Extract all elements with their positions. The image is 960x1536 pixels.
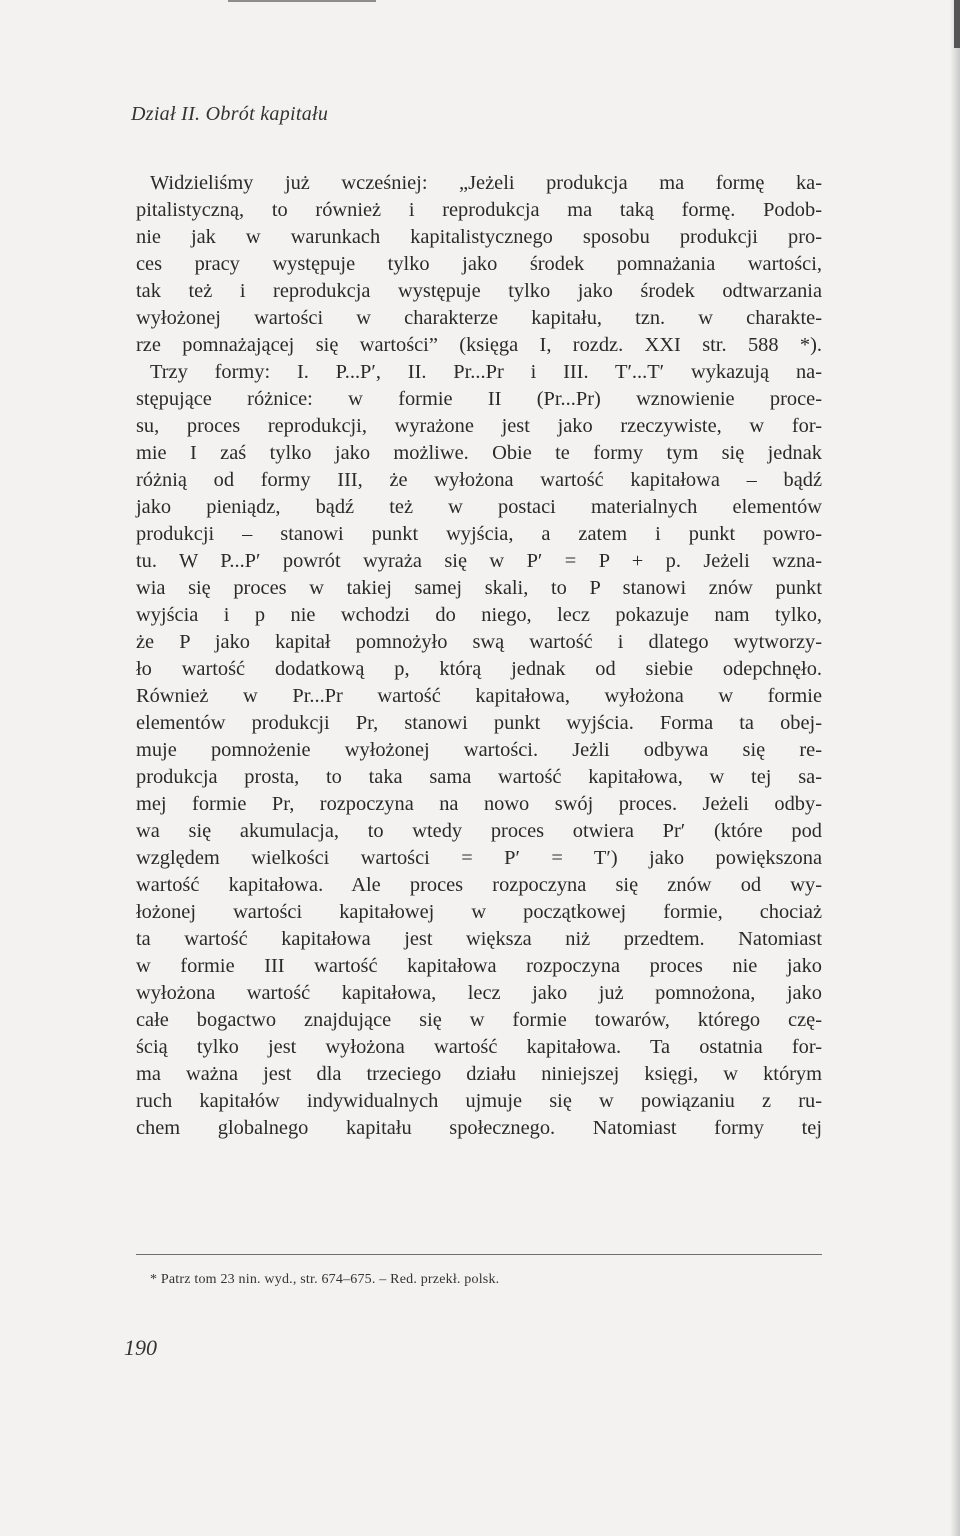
text-line: Również w Pr...Pr wartość kapitałowa, wyłożona w formie xyxy=(136,685,822,707)
text-line: wartość kapitałowa. Ale proces rozpoczyna się znów od wy- xyxy=(136,874,822,896)
text-line: pitalistyczną, to również i reprodukcja ma taką formę. Podob- xyxy=(136,199,822,221)
text-line: ta wartość kapitałowa jest większa niż przedtem. Natomiast xyxy=(136,928,822,950)
page-edge-mark xyxy=(954,0,960,48)
text-line: łożonej wartości kapitałowej w początkowej formie, chociaż xyxy=(136,901,822,923)
text-line: stępujące różnice: w formie II (Pr...Pr) wznowienie proce- xyxy=(136,388,822,410)
text-line: wyłożona wartość kapitałowa, lecz jako już pomnożona, jako xyxy=(136,982,822,1004)
text-line: tu. W P...P′ powrót wyraża się w P′ = P + p. Jeżeli wzna- xyxy=(136,550,822,572)
text-line: muje pomnożenie wyłożonej wartości. Jeżli odbywa się re- xyxy=(136,739,822,761)
text-line: wa się akumulacja, to wtedy proces otwiera Pr′ (które pod xyxy=(136,820,822,842)
footnote: * Patrz tom 23 nin. wyd., str. 674–675. – Red. przekł. polsk. xyxy=(150,1272,500,1287)
text-line: nie jak w warunkach kapitalistycznego sposobu produkcji pro- xyxy=(136,226,822,248)
text-line: ma ważna jest dla trzeciego działu niniejszej księgi, w którym xyxy=(136,1063,822,1085)
text-line: ces pracy występuje tylko jako środek pomnażania wartości, xyxy=(136,253,822,275)
text-line: Trzy formy: I. P...P′, II. Pr...Pr i III. T′...T′ wykazują na- xyxy=(150,361,822,383)
text-line: rze pomnażającej się wartości” (księga I, rozdz. XXI str. 588 *). xyxy=(136,334,822,356)
text-line: wyjścia i p nie wchodzi do niego, lecz pokazuje nam tylko, xyxy=(136,604,822,626)
page-edge-shadow xyxy=(950,0,960,1536)
text-line: że P jako kapitał pomnożyło swą wartość i dlatego wytworzy- xyxy=(136,631,822,653)
text-line: jako pieniądz, bądź też w postaci materialnych elementów xyxy=(136,496,822,518)
text-line: ścią tylko jest wyłożona wartość kapitałowa. Ta ostatnia for- xyxy=(136,1036,822,1058)
main-paragraph xyxy=(136,170,822,1142)
text-line: su, proces reprodukcji, wyrażone jest jako rzeczywiste, w for- xyxy=(136,415,822,437)
text-line: mej formie Pr, rozpoczyna na nowo swój proces. Jeżeli odby- xyxy=(136,793,822,815)
text-line: Widzieliśmy już wcześniej: „Jeżeli produkcja ma formę ka- xyxy=(150,172,822,194)
text-line: produkcja prosta, to taka sama wartość kapitałowa, w tej sa- xyxy=(136,766,822,788)
page-number: 190 xyxy=(124,1335,157,1360)
text-line: względem wielkości wartości = P′ = T′) jako powiększona xyxy=(136,847,822,869)
text-line: w formie III wartość kapitałowa rozpoczyna proces nie jako xyxy=(136,955,822,977)
text-line: ruch kapitałów indywidualnych ujmuje się w powiązaniu z ru- xyxy=(136,1090,822,1112)
text-line: wyłożonej wartości w charakterze kapitału, tzn. w charakte- xyxy=(136,307,822,329)
running-header: Dział II. Obrót kapitału xyxy=(131,103,329,125)
text-line: produkcji – stanowi punkt wyjścia, a zatem i punkt powro- xyxy=(136,523,822,545)
text-line: różnią od formy III, że wyłożona wartość kapitałowa – bądź xyxy=(136,469,822,491)
top-rule xyxy=(228,0,376,2)
text-line: chem globalnego kapitału społecznego. Natomiast formy tej xyxy=(136,1117,822,1139)
text-line: ło wartość dodatkową p, którą jednak od siebie odepchnęło. xyxy=(136,658,822,680)
text-line: całe bogactwo znajdujące się w formie towarów, którego czę- xyxy=(136,1009,822,1031)
text-line: wia się proces w takiej samej skali, to P stanowi znów punkt xyxy=(136,577,822,599)
footnote-divider xyxy=(136,1254,822,1255)
text-line: tak też i reprodukcja występuje tylko jako środek odtwarzania xyxy=(136,280,822,302)
text-line: elementów produkcji Pr, stanowi punkt wyjścia. Forma ta obej- xyxy=(136,712,822,734)
text-line: mie I zaś tylko jako możliwe. Obie te formy tym się jednak xyxy=(136,442,822,464)
